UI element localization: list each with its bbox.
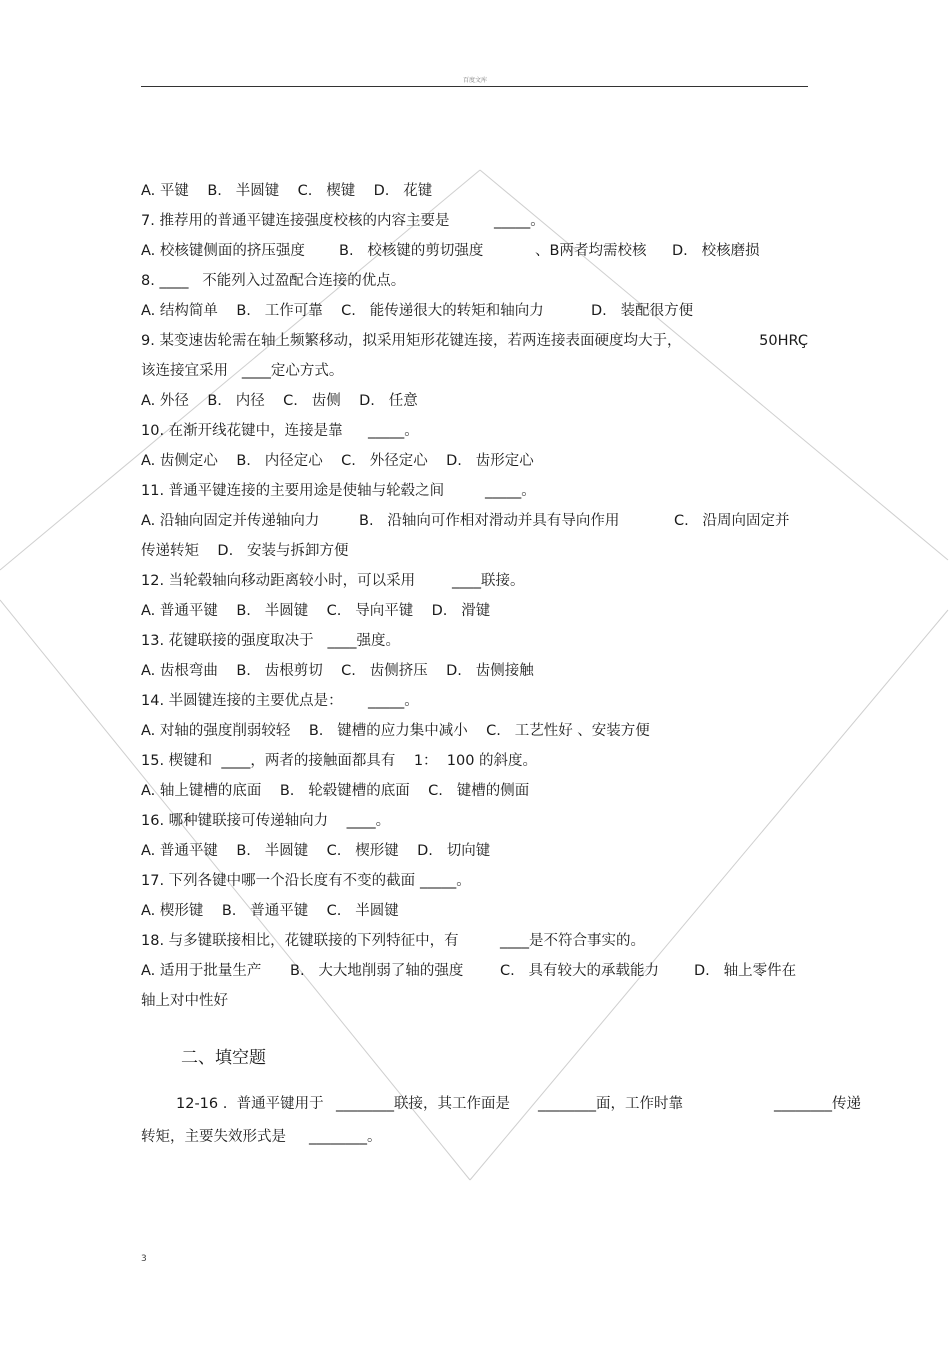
line-text: D. 校核磨损 (672, 243, 760, 259)
line-text: A. 校核键侧面的挤压强度 (141, 243, 305, 259)
question-line (141, 240, 808, 262)
line-text: A. 普通平键 B. 半圆键 C. 导向平键 D. 滑键 (141, 603, 491, 619)
line-text: ________传递 (774, 1096, 861, 1112)
question-line (141, 690, 808, 712)
question-line (141, 390, 808, 412)
line-text: _____。 (420, 873, 471, 889)
line-text: _____。 (494, 213, 545, 229)
line-text: 10. 在渐开线花键中，连接是靠 (141, 423, 343, 439)
line-text: 轴上对中性好 (141, 993, 228, 1009)
line-text: A. 齿根弯曲 B. 齿根剪切 C. 齿侧挤压 D. 齿侧接触 (141, 663, 534, 679)
line-text: A. 适用于批量生产 (141, 963, 262, 979)
question-line (141, 660, 808, 682)
line-text: 8. ____ 不能列入过盈配合连接的优点。 (141, 273, 406, 289)
question-line (141, 870, 808, 892)
line-text: 12. 当轮毂轴向移动距离较小时，可以采用 (141, 573, 416, 589)
line-text: ____是不符合事实的。 (500, 933, 645, 949)
question-line (141, 810, 808, 832)
question-line (141, 540, 808, 562)
line-text: 转矩，主要失效形式是 (141, 1129, 286, 1145)
line-text: 9. 某变速齿轮需在轴上频繁移动，拟采用矩形花键连接，若两连接表面硬度均大于， (141, 333, 682, 349)
line-text: A. 楔形键 B. 普通平键 C. 半圆键 (141, 903, 399, 919)
question-line (141, 930, 808, 952)
question-line (141, 210, 808, 232)
line-text: 17. 下列各键中哪一个沿长度有不变的截面 (141, 873, 416, 889)
line-text: A. 外径 B. 内径 C. 齿侧 D. 任意 (141, 393, 418, 409)
question-line (141, 720, 808, 742)
line-text: 13. 花键联接的强度取决于 ____强度。 (141, 633, 400, 649)
question-line (141, 750, 808, 772)
fill-blank-line (141, 1093, 861, 1115)
line-text: C. 沿周向固定并 (674, 513, 790, 529)
line-text: A. 沿轴向固定并传递轴向力 (141, 513, 320, 529)
line-text: 14. 半圆键连接的主要优点是： (141, 693, 343, 709)
line-text: 、B两者均需校核 (535, 243, 647, 259)
line-text: 传递转矩 D. 安装与拆卸方便 (141, 543, 349, 559)
line-text: B. 沿轴向可作相对滑动并具有导向作用 (359, 513, 620, 529)
line-text: ________联接，其工作面是 (336, 1096, 510, 1112)
line-text: ________。 (309, 1129, 382, 1145)
question-line (141, 780, 808, 802)
question-line (141, 360, 808, 382)
question-line (141, 510, 808, 532)
line-text: ________面，工作时靠 (538, 1096, 683, 1112)
line-text: 12-16 . 普通平键用于 (176, 1096, 324, 1112)
line-text: D. 装配很方便 (591, 303, 694, 319)
header-rule (141, 86, 808, 87)
line-text: 50HRÇ (759, 333, 808, 349)
fill-blank-line (141, 1126, 808, 1148)
question-line (141, 420, 808, 442)
section-title: 二、填空题 (181, 1048, 266, 1068)
question-line (141, 450, 808, 472)
question-line (141, 900, 808, 922)
line-text: B. 校核键的剪切强度 (339, 243, 484, 259)
line-text: 11. 普通平键连接的主要用途是使轴与轮毂之间 (141, 483, 445, 499)
question-line (141, 630, 808, 652)
line-text: 7. 推荐用的普通平键连接强度校核的内容主要是 (141, 213, 450, 229)
line-text: _____。 (485, 483, 536, 499)
line-text: A. 结构简单 B. 工作可靠 C. 能传递很大的转矩和轴向力 (141, 303, 544, 319)
line-text: _____。 (368, 693, 419, 709)
question-line (141, 960, 808, 982)
page-number: 3 (141, 1254, 147, 1264)
line-text: 15. 楔键和 ____，两者的接触面都具有 1： 100 的斜度。 (141, 753, 538, 769)
line-text: A. 普通平键 B. 半圆键 C. 楔形键 D. 切向键 (141, 843, 491, 859)
question-line (141, 840, 808, 862)
line-text: A. 齿侧定心 B. 内径定心 C. 外径定心 D. 齿形定心 (141, 453, 534, 469)
line-text: A. 平键 B. 半圆键 C. 楔键 D. 花键 (141, 183, 433, 199)
page-header: 百度文库 (462, 77, 487, 84)
line-text: A. 对轴的强度削弱较轻 B. 键槽的应力集中减小 C. 工艺性好 、安装方便 (141, 723, 650, 739)
line-text: C. 具有较大的承载能力 (500, 963, 660, 979)
line-text: 16. 哪种键联接可传递轴向力 ____。 (141, 813, 391, 829)
question-line (141, 570, 808, 592)
line-text: 该连接宜采用 ____定心方式。 (141, 363, 344, 379)
line-text: D. 轴上零件在 (694, 963, 797, 979)
question-line (141, 990, 808, 1012)
line-text: _____。 (368, 423, 419, 439)
line-text: A. 轴上键槽的底面 B. 轮毂键槽的底面 C. 键槽的侧面 (141, 783, 530, 799)
question-line (141, 300, 808, 322)
question-line (141, 480, 808, 502)
line-text: 18. 与多键联接相比，花键联接的下列特征中，有 (141, 933, 459, 949)
question-line (141, 330, 808, 352)
line-text: B. 大大地削弱了轴的强度 (290, 963, 464, 979)
question-line (141, 600, 808, 622)
question-line (141, 180, 808, 202)
question-line (141, 270, 808, 292)
line-text: ____联接。 (452, 573, 525, 589)
